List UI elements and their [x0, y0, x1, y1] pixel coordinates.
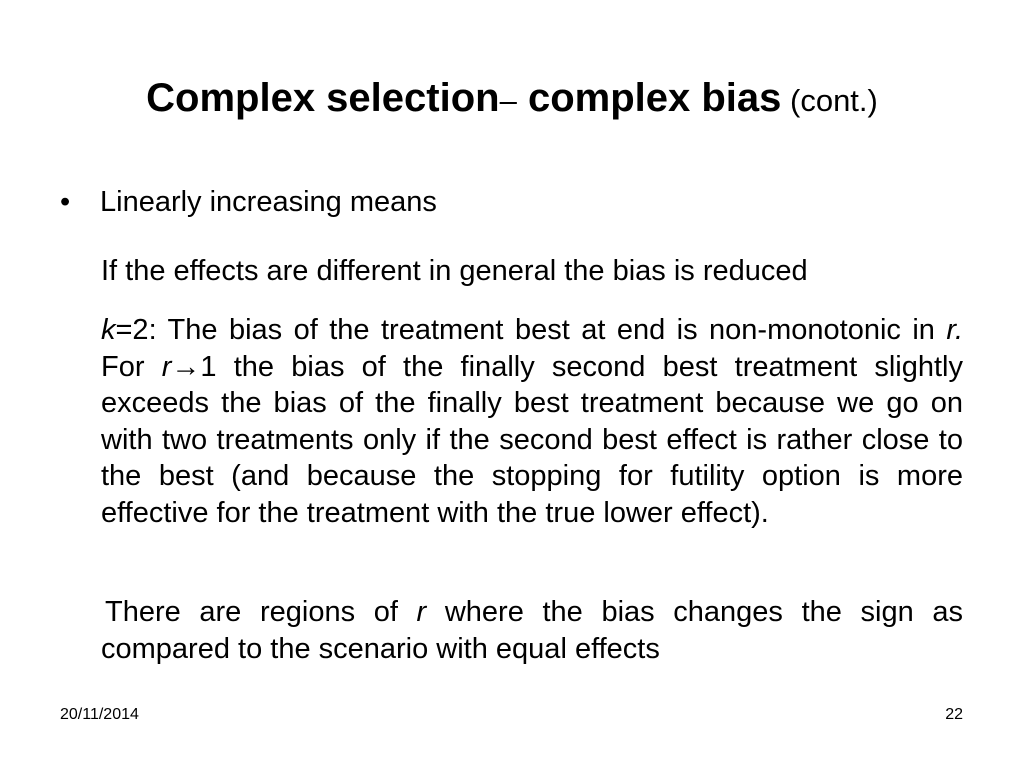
var-r-arrow: r→ — [161, 350, 201, 383]
title-dash: – — [499, 83, 517, 118]
paragraph-k2 — [101, 312, 963, 531]
paragraph-regions — [101, 594, 963, 667]
for-text: For — [101, 350, 162, 383]
title-cont: (cont.) — [781, 83, 878, 118]
footer-page-number: 22 — [945, 706, 963, 723]
title-part-main: Complex selection — [146, 76, 500, 120]
regions-text-b: where the bias changes the sign as compared to the scenario with equal effects — [101, 596, 963, 665]
paragraph-effects: If the effects are different in general the bias is reduced — [101, 255, 808, 287]
var-r-regions: r — [416, 596, 427, 628]
title-part-bias: complex bias — [516, 76, 782, 120]
footer-date: 20/11/2014 — [60, 706, 139, 723]
k2-text: =2: The bias of the treatment best at end is non-monotonic in — [115, 314, 947, 346]
slide-title — [40, 72, 984, 127]
var-r: r. — [946, 314, 963, 346]
bullet-text: Linearly increasing means — [100, 186, 437, 218]
bullet-item — [60, 184, 437, 220]
bullet-marker: • — [60, 186, 71, 218]
regions-text-a: There are regions of — [105, 596, 417, 628]
var-k: k — [101, 314, 116, 346]
k2-rest: 1 the bias of the finally second best treatment slightly exceeds the bias of the finally best treatment because we go on with two treatments only if the second best effect is rather close to the best (and because the stopping for futility option is more effective for the treatment with the true lower effect). — [101, 350, 963, 529]
